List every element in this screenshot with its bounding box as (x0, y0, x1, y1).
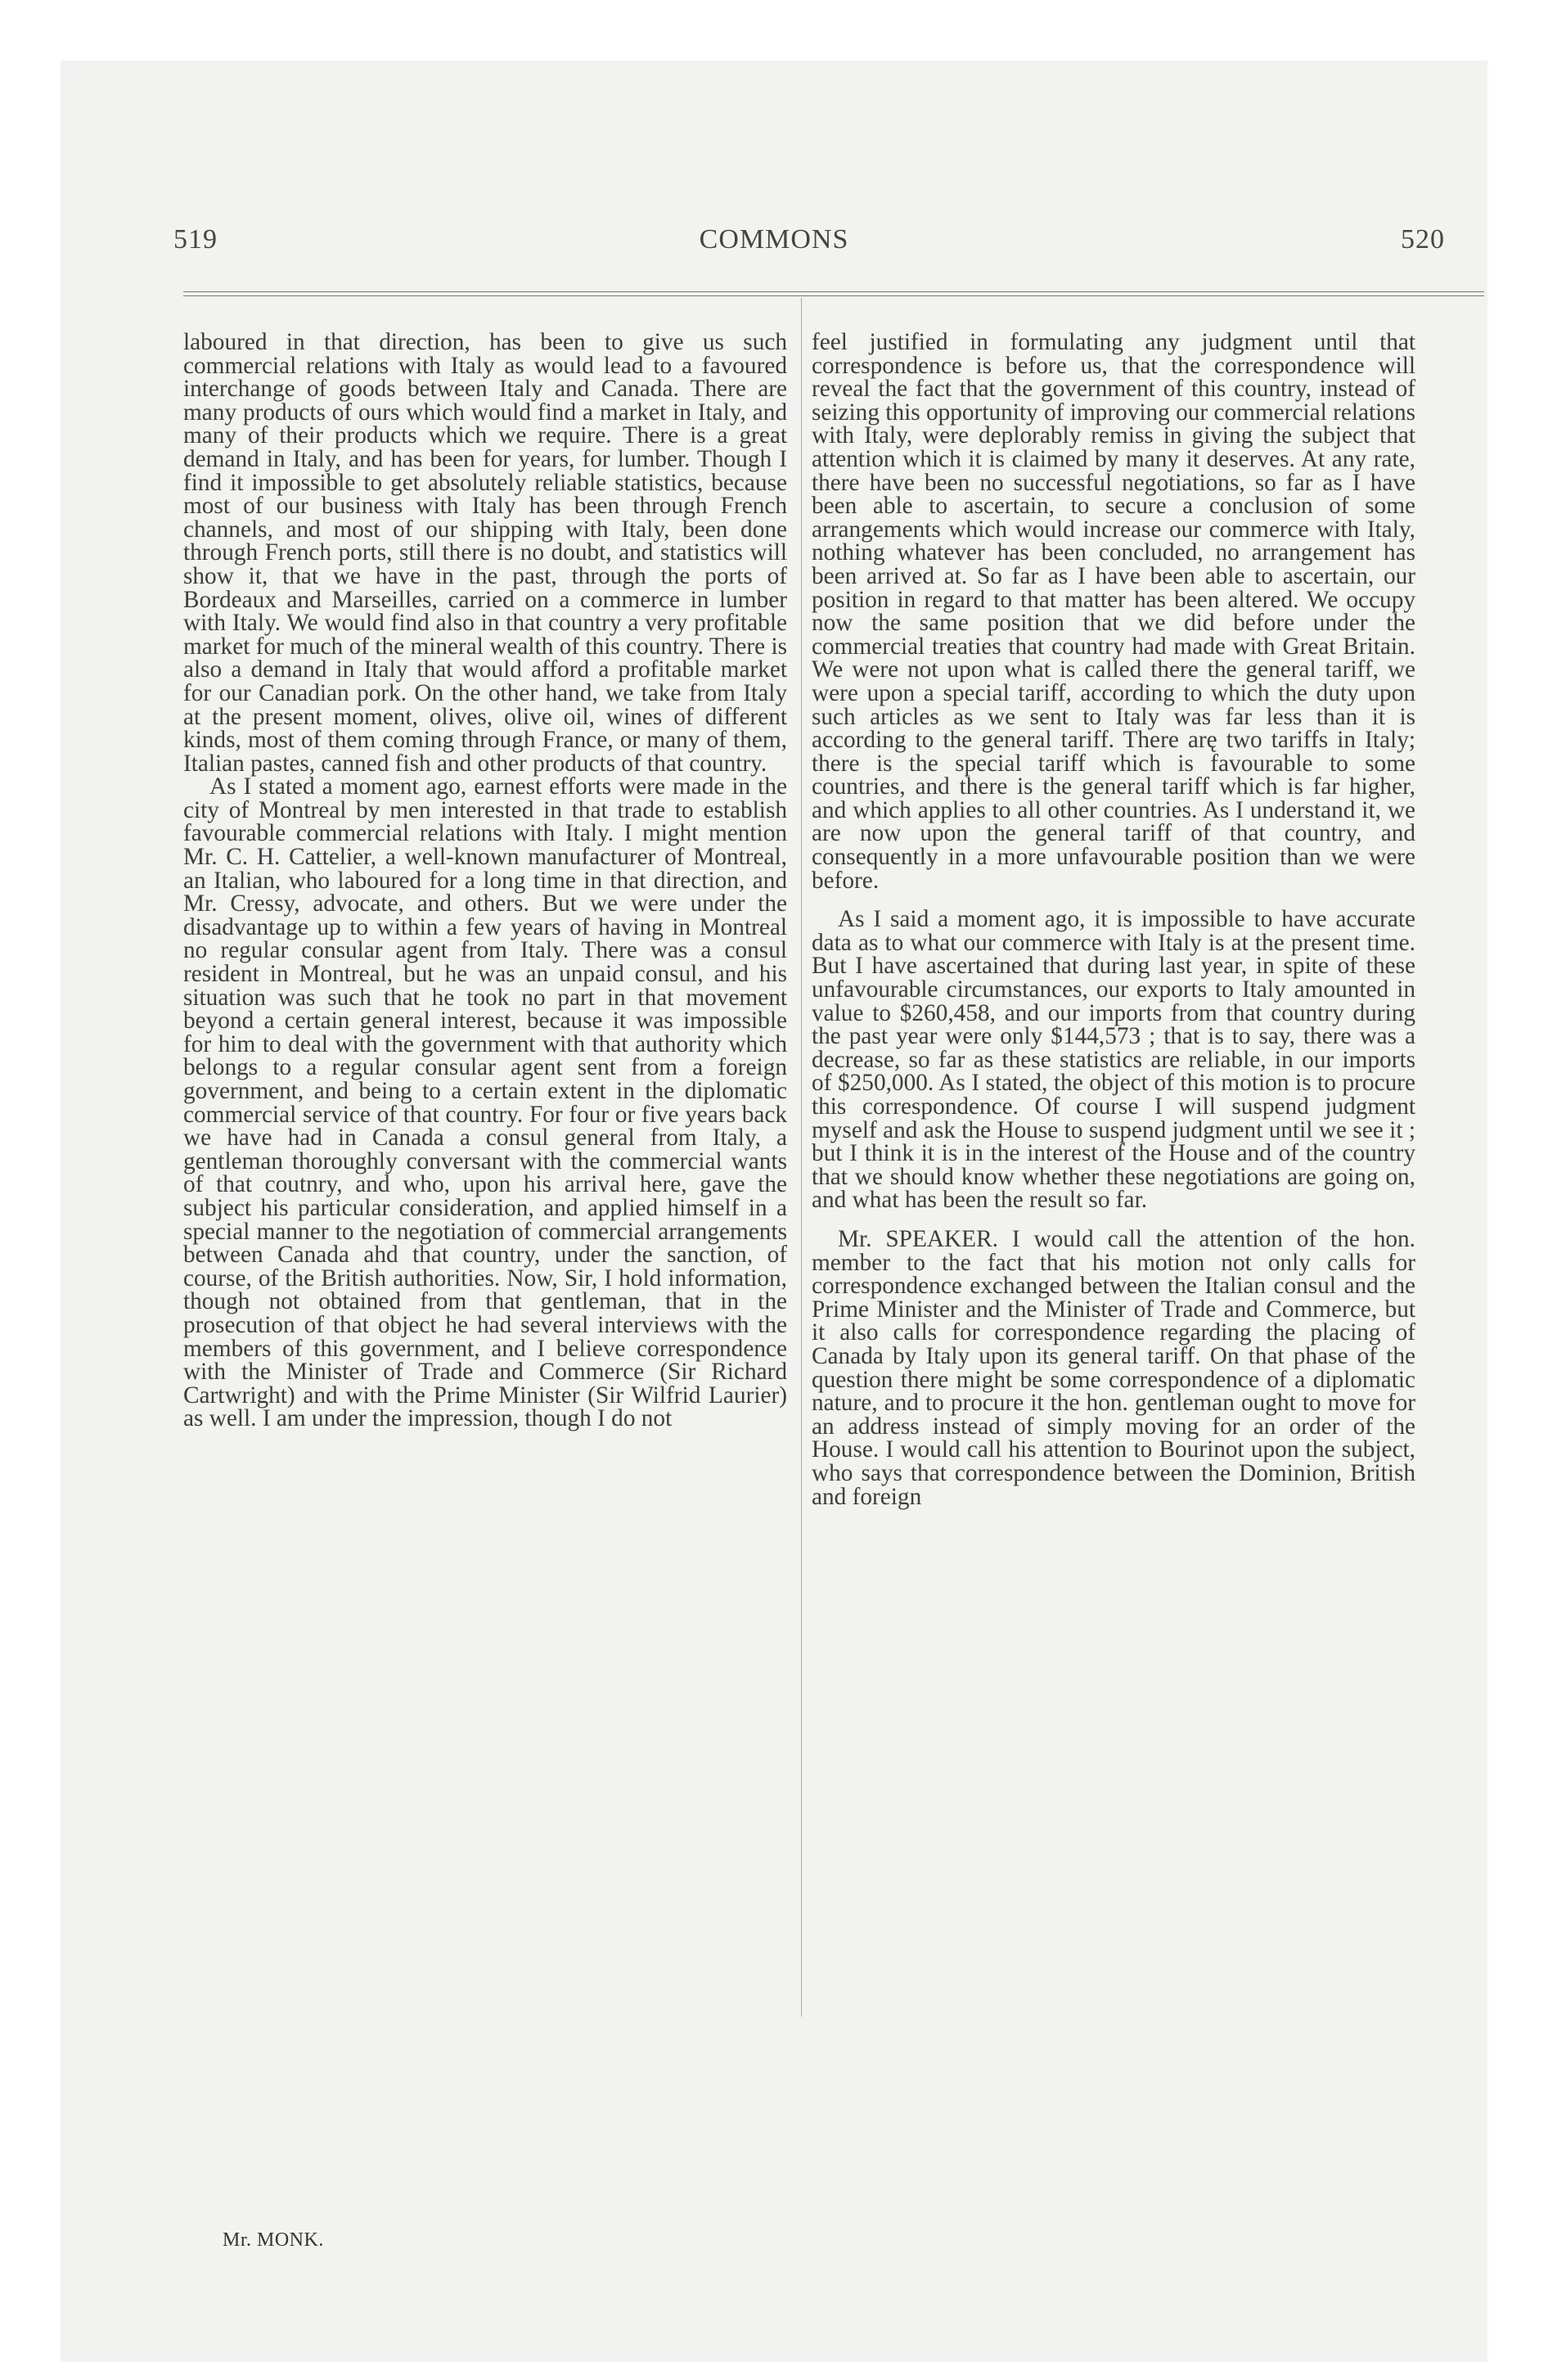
running-title: COMMONS (699, 224, 849, 255)
footer-speaker: Mr. MONK. (223, 2229, 324, 2251)
column-divider (801, 298, 802, 2017)
header-rule (183, 291, 1484, 296)
right-paragraph-2: As I said a moment ago, it is impossible to have accurate data as to what our commerce with Italy is at the present time. But I have ascertained that during last year, in spite of these unfavourable circumstances, our exports to Italy amounted in value to $260,458, and our imports from that country during the past year were only $144,573 ; that is to say, there was a decrease, so far as these statistics are reliable, in our imports of $250,000. As I stated, the object of this motion is to procure this correspondence. Of course I will suspend judgment myself and ask the House to suspend judgment until we see it ; but I think it is in the interest of the House and of the country that we should know whether these negotiations are going on, and what has been the result so far. (812, 906, 1415, 1214)
page-header (61, 224, 1487, 265)
page-number-right: 520 (1401, 224, 1445, 255)
page-sheet (61, 61, 1487, 2362)
right-paragraph-1: feel justified in formulating any judgment until that correspondence is before us, that the correspondence will reveal the fact that the government of this country, instead of seizing this opportunity of improving our commercial relations with Italy, were deplorably remiss in giving the subject that attention which it is claimed by many it deserves. At any rate, there have been no successful negotiations, so far as I have been able to ascertain, to secure a conclusion of some arrangements which would increase our commerce with Italy, nothing whatever has been concluded, no arrangement has been arrived at. So far as I have been able to ascertain, our position in regard to that matter has been altered. We occupy now the same position that we did before under the commercial treaties that country had made with Great Britain. We were not upon what is called there the general tariff, we were upon a special tariff, according to which the duty upon such articles as we sent to Italy was far less than it is according to the general tariff. There arę two tariffs in Italy; there is the special tariff which is favourable to some countries, and there is the general tariff which is far higher, and which applies to all other countries. As I understand it, we are now upon the general tariff of that country, and consequently in a more unfavourable position than we were before. (812, 329, 1415, 894)
left-paragraph-2: As I stated a moment ago, earnest efforts were made in the city of Montreal by men interested in that trade to establish favourable commercial relations with Italy. I might mention Mr. C. H. Cattelier, a well-known manufacturer of Montreal, an Italian, who laboured for a long time in that direction, and Mr. Cressy, advocate, and others. But we were under the disadvantage up to within a few years of having in Montreal no regular consular agent from Italy. There was a consul resident in Montreal, but he was an unpaid consul, and his situation was such that he took no part in that movement beyond a certain general interest, because it was impossible for him to deal with the government with that authority which belongs to a regular consular agent sent from a foreign government, and being to a certain extent in the diplomatic commercial service of that country. For four or five years back we have had in Canada a consul general from Italy, a gentleman thoroughly conversant with the commercial wants of that coutnry, and who, upon his arrival here, gave the subject his particular consideration, and applied himself in a special manner to the negotiation of commercial arrangements between Canada ahd that country, under the sanction, of course, of the British authorities. Now, Sir, I hold information, though not obtained from that gentleman, that in the prosecution of that object he had several interviews with the members of this government, and I believe correspondence with the Minister of Trade and Commerce (Sir Richard Cartwright) and with the Prime Minister (Sir Wilfrid Laurier) as well. I am under the impression, though I do not (183, 773, 787, 1432)
right-column (812, 331, 1415, 1508)
left-column (183, 331, 787, 1431)
page-number-left: 519 (173, 224, 218, 255)
right-paragraph-3: Mr. SPEAKER. I would call the attention of the hon. member to the fact that his motion not only calls for correspondence exchanged between the Italian consul and the Prime Minister and the Minister of Trade and Commerce, but it also calls for correspondence regarding the placing of Canada by Italy upon its general tariff. On that phase of the question there might be some correspondence of a diplomatic nature, and to procure it the hon. gentleman ought to move for an address instead of simply moving for an order of the House. I would call his attention to Bourinot upon the subject, who says that correspondence between the Dominion, British and foreign (812, 1225, 1415, 1510)
left-paragraph-1: laboured in that direction, has been to give us such commercial relations with Italy as would lead to a favoured interchange of goods between Italy and Canada. There are many products of ours which would find a market in Italy, and many of their products which we require. There is a great demand in Italy, and has been for years, for lumber. Though I find it impossible to get absolutely reliable statistics, because most of our business with Italy has been through French channels, and most of our shipping with Italy, been done through French ports, still there is no doubt, and statistics will show it, that we have in the past, through the ports of Bordeaux and Marseilles, carried on a commerce in lumber with Italy. We would find also in that country a very profitable market for much of the mineral wealth of this country. There is also a demand in Italy that would afford a profitable market for our Canadian pork. On the other hand, we take from Italy at the present moment, olives, olive oil, wines of different kinds, most of them coming through France, or many of them, Italian pastes, canned fish and other products of that country. (183, 329, 787, 777)
